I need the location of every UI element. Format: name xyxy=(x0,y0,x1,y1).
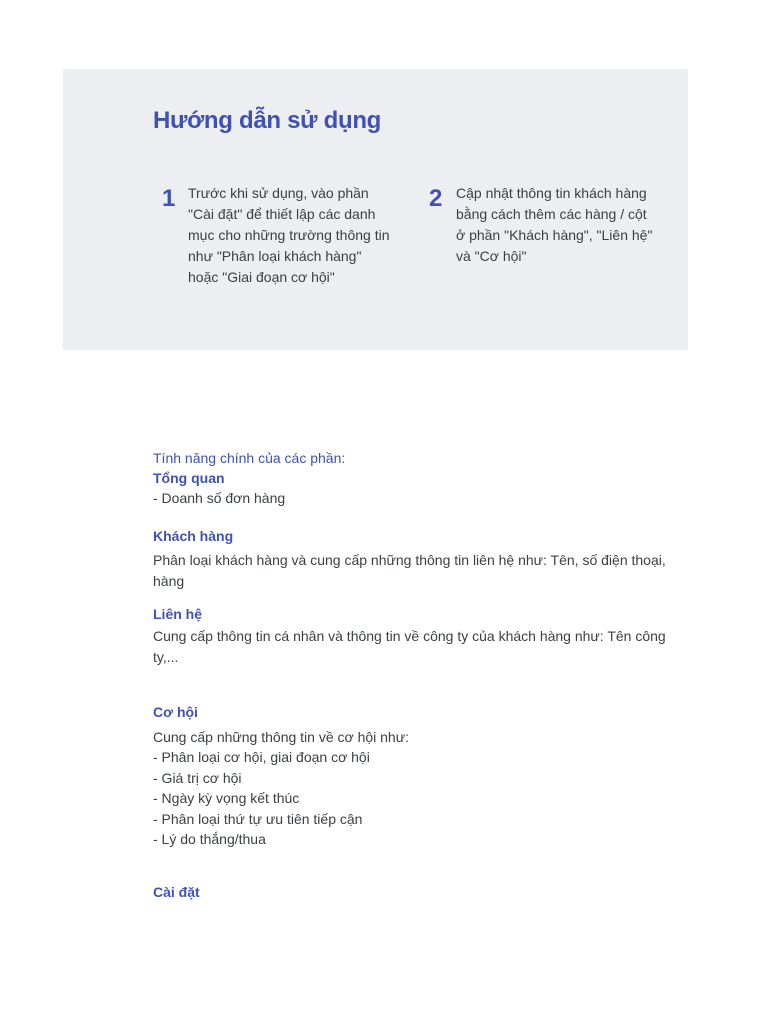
step-text: Trước khi sử dụng, vào phần "Cài đặt" để thiết lập các danh mục cho những trường thông tin như "Phân loại khách hàng" hoặc "Giai đoạn cơ hội" xyxy=(188,185,390,285)
contacts-block xyxy=(153,604,688,668)
section-heading-settings: Cài đặt xyxy=(153,884,200,900)
list-item: - Phân loại thứ tự ưu tiên tiếp cận xyxy=(153,810,363,827)
section-heading-opportunities: Cơ hội xyxy=(153,704,198,720)
step-number: 1 xyxy=(162,185,176,212)
contacts-description: Cung cấp thông tin cá nhân và thông tin về công ty của khách hàng như: Tên công ty,... xyxy=(153,628,666,665)
section-heading-overview: Tổng quan xyxy=(153,470,225,486)
customers-block xyxy=(153,526,688,592)
settings-block xyxy=(153,882,688,902)
list-item: - Doanh số đơn hàng xyxy=(153,490,286,506)
step-number: 2 xyxy=(429,185,443,212)
features-intro: Tính năng chính của các phần: xyxy=(153,450,346,466)
opportunities-list xyxy=(153,727,688,849)
list-item: Cung cấp những thông tin về cơ hội như: xyxy=(153,729,409,745)
overview-list xyxy=(153,488,688,508)
section-heading-customers: Khách hàng xyxy=(153,528,234,544)
list-item: - Lý do thắng/thua xyxy=(153,831,266,848)
list-item: - Ngày kỳ vọng kết thúc xyxy=(153,790,300,807)
step-text: Cập nhật thông tin khách hàng bằng cách thêm các hàng / cột ở phần "Khách hàng", "Liên hệ" và "Cơ hội" xyxy=(456,185,653,264)
features-section xyxy=(153,448,688,908)
features-intro-block xyxy=(153,448,688,508)
list-item: - Phân loại cơ hội, giai đoạn cơ hội xyxy=(153,749,370,766)
list-item: - Giá trị cơ hội xyxy=(153,769,242,786)
guide-title: Hướng dẫn sử dụng xyxy=(153,107,382,134)
section-heading-contacts: Liên hệ xyxy=(153,606,203,622)
opportunities-block xyxy=(153,702,688,849)
customers-description: Phân loại khách hàng và cung cấp những thông tin liên hệ như: Tên, số điện thoại, hàng xyxy=(153,552,666,589)
